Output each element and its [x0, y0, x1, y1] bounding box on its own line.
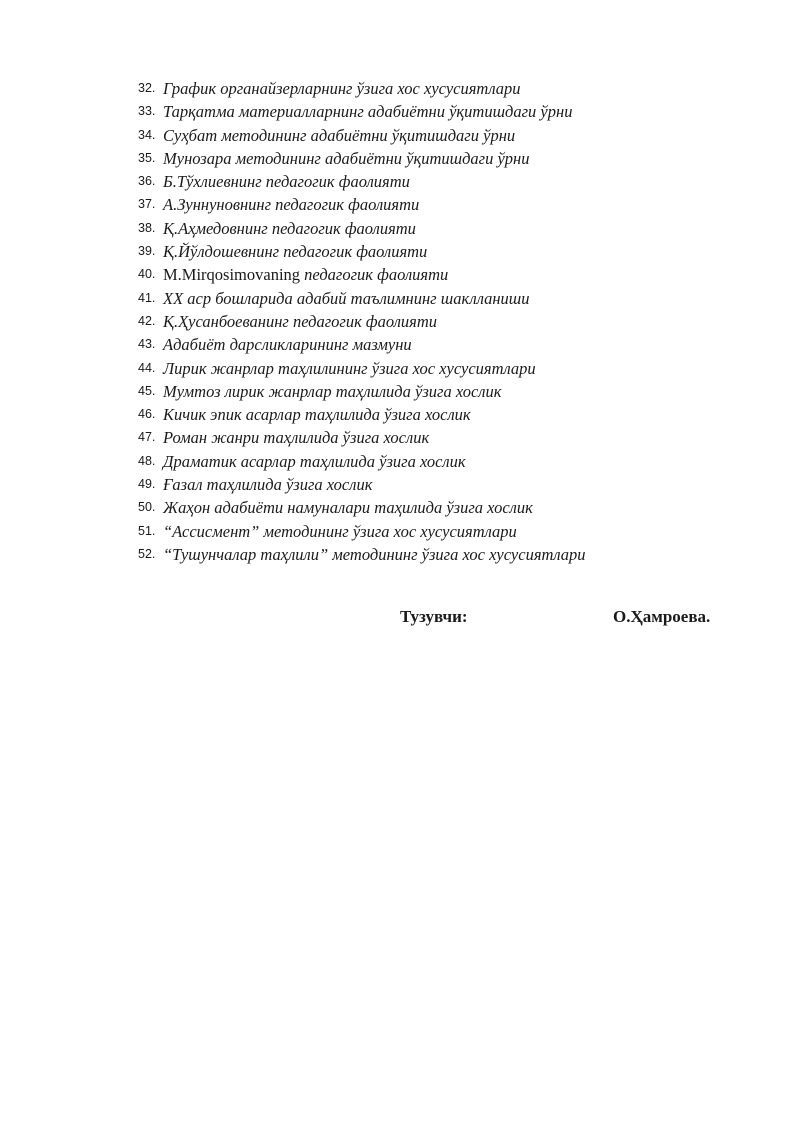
- topic-title: Адабиёт дарсликларининг мазмуни: [163, 335, 412, 355]
- topic-title: Б.Тўхлиевнинг педагогик фаолияти: [163, 172, 410, 192]
- compiler-label: Тузувчи:: [400, 607, 468, 626]
- topic-title: “Тушунчалар таҳлили” методининг ўзига хос хусусиятлари: [163, 544, 586, 564]
- topic-number: 45.: [138, 383, 156, 398]
- topic-number: 51.: [138, 523, 156, 538]
- topic-number: 37.: [138, 197, 156, 212]
- topic-title: Кичик эпик асарлар таҳлилида ўзига хослик: [163, 405, 471, 425]
- topic-title: Роман жанри таҳлилида ўзига хослик: [163, 428, 430, 448]
- topic-number: 49.: [138, 477, 156, 492]
- topic-number: 42.: [138, 313, 156, 328]
- topic-number: 41.: [138, 290, 156, 305]
- signature-block: [0, 607, 800, 631]
- topic-title-latin: M.Mirqosimovaning: [163, 265, 301, 285]
- topic-number: 38.: [138, 220, 156, 235]
- topic-number: 44.: [138, 360, 156, 375]
- topic-title: “Ассисмент” методининг ўзига хос хусусиятлари: [163, 521, 517, 541]
- topic-title: А.Зуннуновнинг педагогик фаолияти: [163, 195, 420, 215]
- topic-title: Суҳбат методининг адабиётни ўқитишдаги ўрни: [163, 125, 516, 145]
- topic-number: 36.: [138, 174, 156, 189]
- topic-number: 43.: [138, 337, 156, 352]
- topic-title: Қ.Аҳмедовнинг педагогик фаолияти: [163, 218, 416, 238]
- topic-number: 34.: [138, 127, 156, 142]
- topic-number: 52.: [138, 546, 156, 561]
- topic-title: Лирик жанрлар таҳлилининг ўзига хос хусусиятлари: [163, 358, 536, 378]
- topic-number: 39.: [138, 244, 156, 259]
- topic-number: 50.: [138, 500, 156, 515]
- topic-title: Мунозара методининг адабиётни ўқитишдаги ўрни: [163, 148, 530, 168]
- topic-title: Ғазал таҳлилида ўзига хослик: [163, 475, 373, 495]
- topic-title-rest: педагогик фаолияти: [300, 265, 449, 285]
- topic-title: Жаҳон адабиёти намуналари таҳилида ўзига хослик: [163, 498, 533, 518]
- topic-title: Қ.Ҳусанбоеванинг педагогик фаолияти: [163, 311, 438, 331]
- topic-title: XX аср бошларида адабий таълимнинг шаклланиши: [163, 288, 530, 308]
- topic-title: Драматик асарлар таҳлилида ўзига хослик: [163, 451, 466, 471]
- topic-number: 40.: [138, 267, 156, 282]
- topic-number: 47.: [138, 430, 156, 445]
- topic-title: [163, 263, 448, 286]
- topic-number: 46.: [138, 407, 156, 422]
- topic-number: 48.: [138, 453, 156, 468]
- topic-title: Қ.Йўлдошевнинг педагогик фаолияти: [163, 242, 428, 262]
- topic-title: Тарқатма материалларнинг адабиётни ўқитишдаги ўрни: [163, 102, 573, 122]
- topic-number: 32.: [138, 81, 156, 95]
- compiler-name: О.Ҳамроева.: [613, 607, 711, 626]
- topic-number: 35.: [138, 150, 156, 165]
- topic-title: График органайзерларнинг ўзига хос хусусиятлари: [163, 79, 521, 98]
- topic-number: 33.: [138, 104, 156, 119]
- topic-title: Мумтоз лирик жанрлар таҳлилида ўзига хослик: [163, 381, 502, 401]
